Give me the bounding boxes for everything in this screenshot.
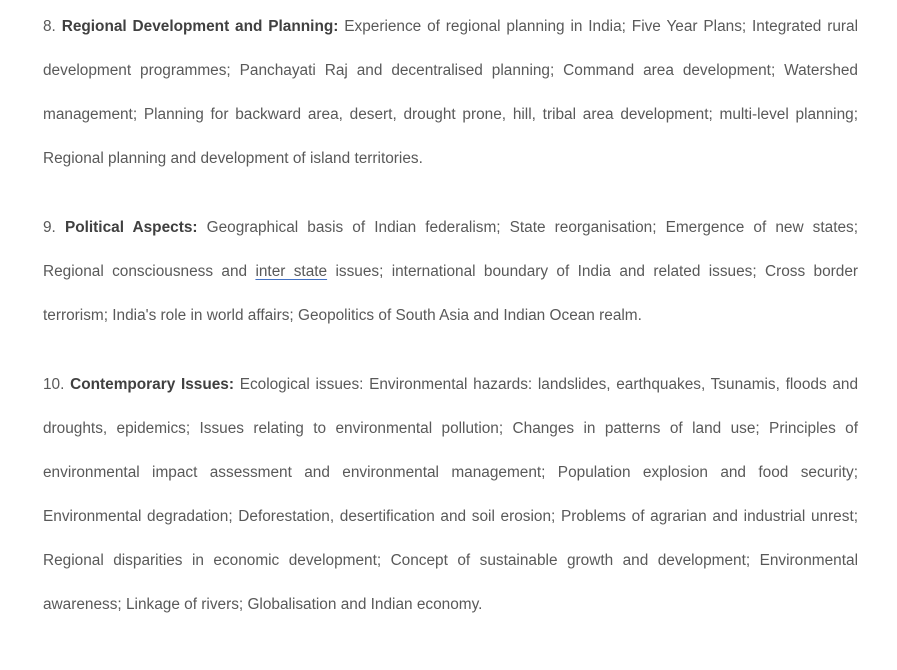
item-heading: Contemporary Issues: (70, 376, 234, 393)
item-body: Experience of regional planning in India; Five Year Plans; Integrated rural development programmes; Panchayati Raj and decentralised planning; Command area development; Watershed management; Planning for backward area, desert, drought prone, hill, tribal area development; multi-level planning; Regional planning and development of island territories. (43, 18, 858, 167)
list-item-regional-development (43, 5, 858, 181)
item-body-after: issues; international boundary of India and related issues; Cross border terrorism; India's role in world affairs; Geopolitics of South Asia and Indian Ocean realm. (43, 263, 859, 324)
list-item-contemporary-issues (43, 363, 858, 627)
item-body-before: Geographical basis of Indian federalism; State reorganisation; Emergence of new states; Regional consciousness and (43, 219, 859, 280)
item-heading: Regional Development and Planning: (61, 18, 339, 35)
item-body: Ecological issues: Environmental hazards: landslides, earthquakes, Tsunamis, floods and droughts, epidemics; Issues relating to environmental pollution; Changes in patterns of land use; Principles of environmental impact assessment and environmental management; Population explosion and food security; Environmental degradation; Deforestation, desertification and soil erosion; Problems of agrarian and industrial unrest; Regional disparities in economic development; Concept of sustainable growth and development; Environmental awareness; Linkage of rivers; Globalisation and Indian economy. (43, 376, 859, 613)
item-heading: Political Aspects: (64, 219, 198, 236)
spellcheck-underlined-text[interactable]: inter state (255, 263, 328, 280)
item-number: 8. (43, 18, 56, 35)
item-number: 10. (43, 376, 65, 393)
list-item-political-aspects (43, 206, 858, 338)
document-page (43, 5, 858, 627)
item-number: 9. (43, 219, 56, 236)
